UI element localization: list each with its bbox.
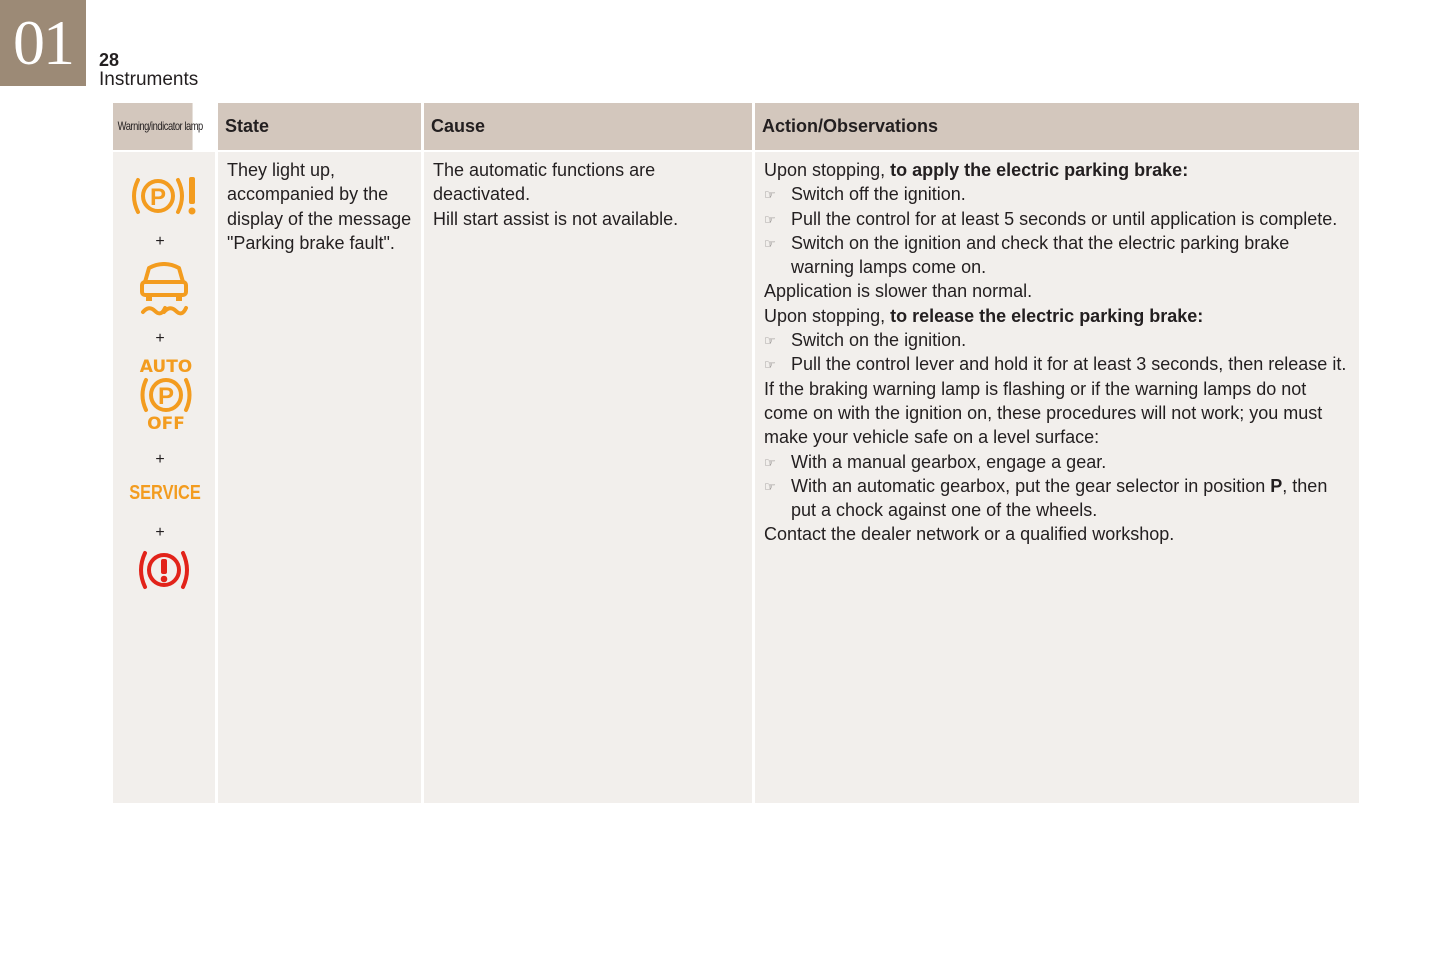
pointing-hand-icon: ☞ [764, 235, 776, 251]
release-step: ☞ Pull the control lever and hold it for at least 3 seconds, then release it. [764, 352, 1349, 376]
action-column-header: Action/Observations [755, 103, 1359, 150]
brake-warning-icon [113, 549, 215, 597]
warning-lamp-table [113, 103, 1359, 803]
pointing-hand-icon: ☞ [764, 333, 776, 349]
page-number: 28 [99, 50, 120, 70]
pointing-hand-icon: ☞ [764, 211, 776, 227]
svg-text:P: P [157, 383, 175, 410]
plus-sign: + [155, 524, 165, 541]
auto-parking-off-icon [113, 355, 215, 439]
cause-line: Hill start assist is not available. [433, 208, 679, 229]
apply-step: ☞ Switch on the ignition and check that the electric parking brake warning lamps come on. [764, 232, 1290, 278]
contact-note: Contact the dealer network or a qualified workshop. [764, 524, 1175, 545]
auto-label: AUTO [139, 357, 193, 377]
slower-note: Application is slower than normal. [764, 281, 1033, 302]
flashing-note: If the braking warning lamp is flashing or if the warning lamps do not come on with the ignition on, these procedures will not work; you must make your vehicle safe on a level surface: [764, 378, 1323, 448]
gear-step: ☞ With a manual gearbox, engage a gear. [764, 450, 1349, 474]
release-heading: Upon stopping, to release the electric parking brake: [764, 305, 1204, 326]
state-column [218, 103, 421, 803]
chapter-tab: 01 [0, 0, 86, 86]
plus-sign: + [155, 233, 165, 250]
off-label: OFF [147, 414, 185, 433]
state-cell [218, 152, 421, 803]
release-step: ☞ Switch on the ignition. [764, 328, 1349, 352]
gear-step: ☞ With an automatic gearbox, put the gear selector in position P, then put a chock against one of the wheels. [764, 475, 1328, 521]
state-text: They light up, accompanied by the display of the message "Parking brake fault". [227, 160, 412, 253]
svg-text:P: P [149, 184, 167, 211]
section-title: Instruments [99, 69, 199, 90]
pointing-hand-icon: ☞ [764, 478, 776, 494]
lamp-column-body [113, 152, 215, 803]
action-cell [755, 152, 1359, 803]
pointing-hand-icon: ☞ [764, 187, 776, 203]
apply-step: ☞ Pull the control for at least 5 seconds or until application is complete. [764, 207, 1349, 231]
action-column [755, 103, 1359, 803]
cause-cell [424, 152, 752, 803]
service-label: SERVICE [129, 480, 201, 504]
cause-column [424, 103, 752, 803]
service-icon [113, 479, 215, 511]
stability-control-icon [113, 262, 215, 326]
plus-sign: + [155, 330, 165, 347]
plus-sign: + [155, 451, 165, 468]
lamp-column-header: Warning/indicator lamp [113, 103, 193, 150]
cause-column-header: Cause [424, 103, 752, 150]
pointing-hand-icon: ☞ [764, 454, 776, 470]
cause-line: The automatic functions are deactivated. [433, 160, 656, 205]
lamp-column [113, 103, 215, 803]
pointing-hand-icon: ☞ [764, 357, 776, 373]
state-column-header: State [218, 103, 421, 150]
apply-heading: Upon stopping, to apply the electric parking brake: [764, 160, 1189, 180]
apply-step: ☞ Switch off the ignition. [764, 182, 1349, 206]
parking-brake-fault-icon [113, 174, 215, 224]
